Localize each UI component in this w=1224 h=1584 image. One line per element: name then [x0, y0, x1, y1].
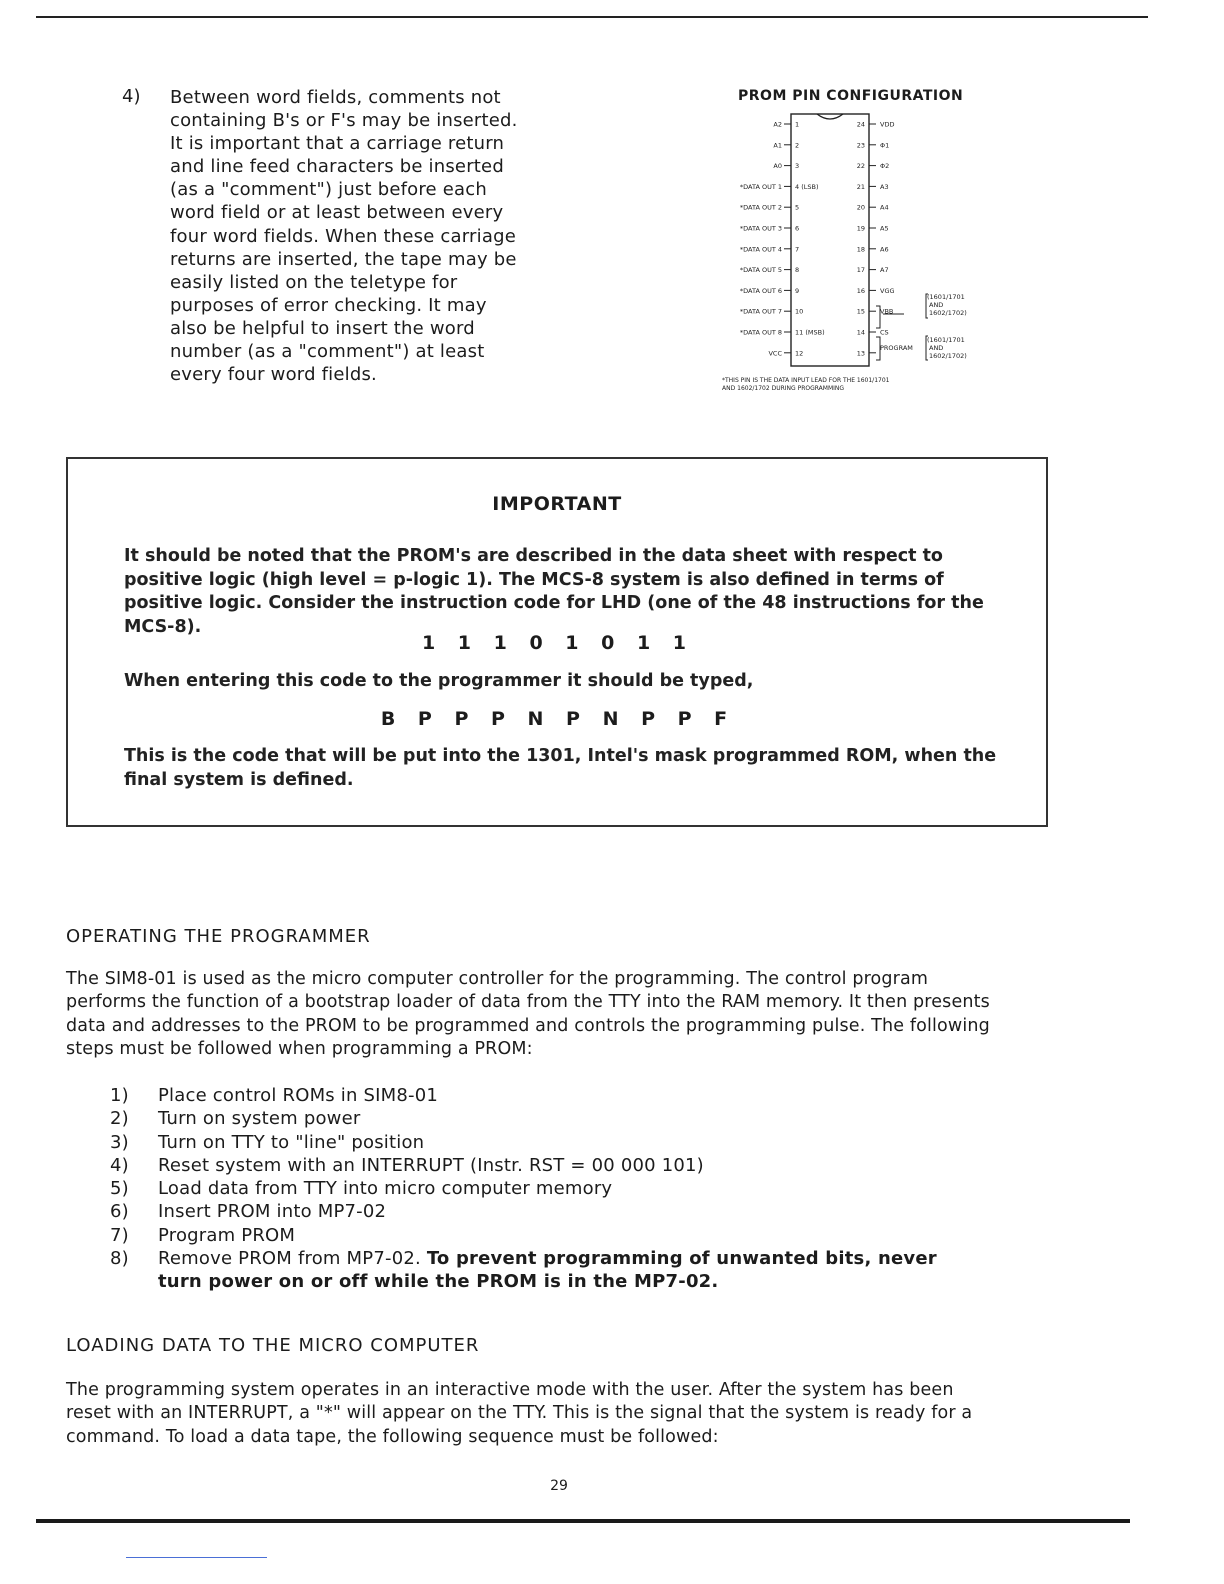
right-pin-label: A3	[880, 182, 889, 191]
pin-footnote-2: AND 1602/1702 DURING PROGRAMMING	[722, 385, 845, 392]
step-number: 2)	[110, 1108, 129, 1130]
program-note-2: AND	[929, 344, 944, 352]
item-4-line: four word fields. When these carriage	[170, 225, 516, 247]
important-para-1: It should be noted that the PROM's are described in the data sheet with respect to positive logic (high level = p-logic 1). The MCS-8 system is also defined in terms of positive logic. Consider the instruction code for LHD (one of the 48 instructions for the MCS-8).	[124, 546, 984, 637]
blue-underline	[126, 1557, 267, 1558]
step-text: Reset system with an INTERRUPT (Instr. RST = 00 000 101)	[158, 1154, 704, 1176]
step-text: Turn on system power	[158, 1108, 361, 1130]
left-pin-label: *DATA OUT 7	[739, 307, 782, 316]
pin-diagram-svg	[714, 110, 994, 400]
left-pin-label: *DATA OUT 6	[739, 286, 782, 295]
item-4-line: containing B's or F's may be inserted.	[170, 110, 518, 132]
step-number: 5)	[110, 1178, 129, 1200]
step-text: Turn on TTY to "line" position	[158, 1131, 425, 1153]
left-pin-label: VCC	[768, 349, 782, 358]
item-4-line: purposes of error checking. It may	[170, 294, 487, 316]
right-pin-number: 21	[856, 182, 865, 191]
right-pin-label: A5	[880, 224, 889, 233]
right-pin-number: 24	[856, 120, 865, 129]
item-4-line: word field or at least between every	[170, 202, 504, 224]
program-note-3: 1602/1702)	[929, 352, 967, 360]
left-pin-number: 5	[795, 203, 800, 212]
pin-diagram	[714, 110, 994, 400]
left-pin-label: A0	[773, 162, 782, 171]
left-pin-number: 4 (LSB)	[795, 182, 819, 191]
binary-code: 1 1 1 0 1 0 1 1	[421, 632, 693, 654]
pin-footnote-1: *THIS PIN IS THE DATA INPUT LEAD FOR THE 1601/1701	[722, 377, 890, 384]
left-pin-number: 8	[795, 266, 800, 275]
right-pin-label: VDD	[880, 120, 895, 129]
step-item	[110, 1131, 970, 1154]
right-pin-label: Φ2	[880, 162, 890, 171]
step-8-warning: To prevent programming of unwanted bits, never turn power on or off while the PROM is in the MP7-02.	[158, 1248, 937, 1293]
left-pin-label: *DATA OUT 2	[739, 203, 782, 212]
step-text: Load data from TTY into micro computer memory	[158, 1178, 613, 1200]
right-pin-label: VGG	[880, 286, 895, 295]
program-note-1: (1601/1701	[927, 336, 965, 344]
item-4-line: also be helpful to insert the word	[170, 317, 475, 339]
right-pin-number: 22	[856, 162, 865, 171]
step-number: 6)	[110, 1201, 129, 1223]
right-pin-label: CS	[880, 328, 889, 337]
right-pin-label: VBB	[880, 307, 894, 316]
vgg-note-3: 1602/1702)	[929, 309, 967, 317]
left-pin-label: *DATA OUT 3	[739, 224, 782, 233]
left-pin-label: *DATA OUT 1	[739, 182, 782, 191]
step-8-text: Remove PROM from MP7-02.	[158, 1248, 427, 1270]
right-pin-number: 15	[856, 307, 865, 316]
operating-heading: OPERATING THE PROGRAMMER	[66, 926, 371, 947]
left-pin-number: 12	[795, 349, 804, 358]
important-para-3: This is the code that will be put into the 1301, Intel's mask programmed ROM, when the final system is defined.	[124, 746, 997, 790]
left-pin-label: A1	[773, 141, 782, 150]
item-4-line: returns are inserted, the tape may be	[170, 248, 517, 270]
step-text: Place control ROMs in SIM8-01	[158, 1085, 439, 1106]
right-pin-number: 16	[856, 286, 865, 295]
step-number: 3)	[110, 1131, 129, 1153]
item-4-line: (as a "comment") just before each	[170, 179, 487, 201]
right-pin-number: 14	[856, 328, 865, 337]
left-pin-number: 6	[795, 224, 800, 233]
step-item	[110, 1107, 970, 1130]
step-text: Insert PROM into MP7-02	[158, 1201, 387, 1223]
right-pin-label: A6	[880, 245, 889, 254]
loading-paragraph: The programming system operates in an interactive mode with the user. After the system has been reset with an INTERRUPT, a "*" will appear on the TTY. This is the signal that the system is ready for a command. To load a data tape, the following sequence must be followed:	[66, 1380, 973, 1447]
step-text	[158, 1247, 978, 1294]
item-4-line: easily listed on the teletype for	[170, 271, 458, 293]
left-pin-label: *DATA OUT 8	[739, 328, 782, 337]
step-item	[110, 1154, 970, 1177]
right-pin-label: A7	[880, 266, 889, 275]
step-item	[110, 1224, 970, 1247]
item-4-line: Between word fields, comments not	[170, 87, 501, 108]
left-pin-number: 1	[795, 120, 800, 129]
left-pin-label: *DATA OUT 5	[739, 266, 782, 275]
right-pin-label: A4	[880, 203, 889, 212]
right-pin-number: 18	[856, 245, 865, 254]
program-label: PROGRAM	[880, 344, 913, 352]
important-para-2: When entering this code to the programmer it should be typed,	[124, 671, 754, 691]
left-pin-label: *DATA OUT 4	[739, 245, 782, 254]
step-item	[110, 1200, 970, 1223]
left-pin-label: A2	[773, 120, 782, 129]
operating-paragraph: The SIM8-01 is used as the micro computer controller for the programming. The control program performs the function of a bootstrap loader of data from the TTY into the RAM memory. It then presents data and addresses to the PROM to be programmed and controls the programming pulse. The following steps must be followed when programming a PROM:	[66, 969, 990, 1059]
right-pin-label: Φ1	[880, 141, 890, 150]
item-4-line: It is important that a carriage return	[170, 133, 505, 155]
bottom-rule	[36, 1519, 1130, 1523]
left-pin-number: 7	[795, 245, 800, 254]
left-pin-number: 2	[795, 141, 800, 150]
step-item	[110, 1177, 970, 1200]
right-pin-number: 19	[856, 224, 865, 233]
step-item-8	[110, 1247, 970, 1295]
step-number: 1)	[110, 1085, 129, 1106]
right-pin-number: 23	[856, 141, 865, 150]
right-pin-number: 17	[856, 266, 865, 275]
important-title: IMPORTANT	[492, 493, 622, 515]
right-pin-number: 13	[856, 349, 865, 358]
left-pin-number: 10	[795, 307, 804, 316]
item-4-text	[170, 86, 540, 386]
vgg-note-1: (1601/1701	[927, 293, 965, 301]
important-box	[66, 457, 1048, 827]
programming-steps	[110, 1084, 970, 1295]
top-rule	[36, 16, 1148, 18]
right-pin-number: 20	[856, 203, 865, 212]
item-4-number: 4)	[122, 86, 141, 107]
step-text: Program PROM	[158, 1224, 296, 1246]
step-item	[110, 1084, 970, 1107]
page-number: 29	[550, 1478, 568, 1494]
step-number: 4)	[110, 1154, 129, 1176]
step-number: 7)	[110, 1224, 129, 1246]
pin-config-title: PROM PIN CONFIGURATION	[738, 88, 964, 104]
left-pin-number: 11 (MSB)	[795, 328, 825, 337]
item-4-line: number (as a "comment") at least	[170, 341, 485, 363]
left-pin-number: 3	[795, 162, 800, 171]
chip-notch	[817, 114, 843, 119]
step-number: 8)	[110, 1248, 129, 1270]
vgg-note-2: AND	[929, 301, 944, 309]
left-pin-number: 9	[795, 286, 800, 295]
typed-code: B P P P N P N P P F	[380, 708, 734, 730]
loading-heading: LOADING DATA TO THE MICRO COMPUTER	[66, 1335, 480, 1356]
item-4-line: and line feed characters be inserted	[170, 156, 504, 178]
item-4-line: every four word fields.	[170, 364, 377, 386]
